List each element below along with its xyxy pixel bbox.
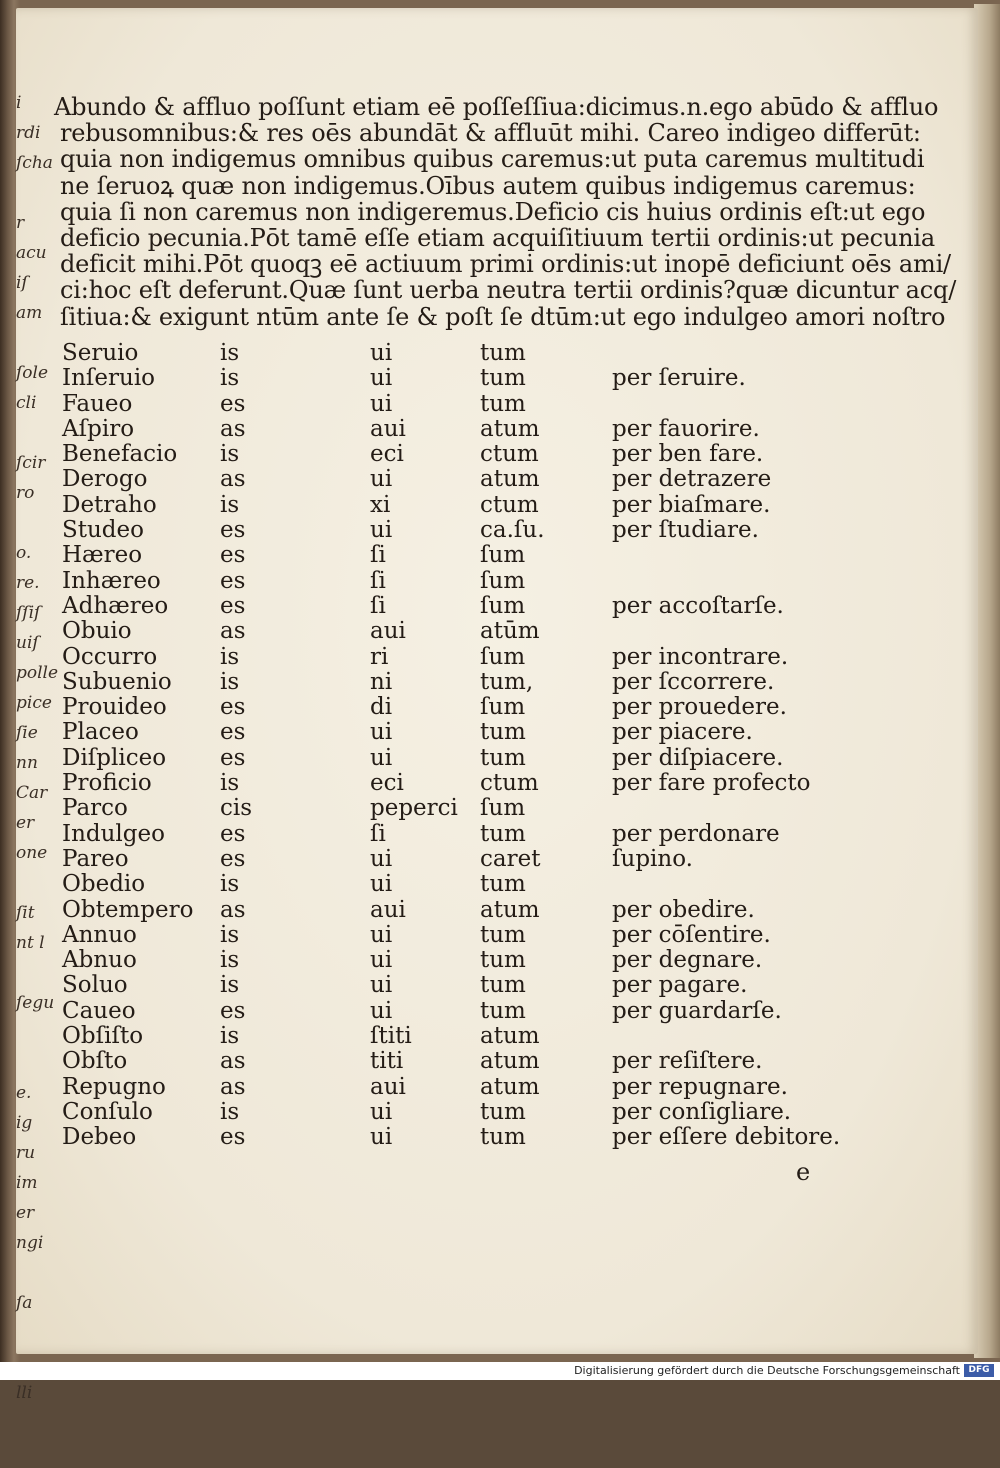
table-row bbox=[62, 517, 822, 542]
cell-perfect: ui bbox=[370, 1124, 393, 1151]
cell-supine: ſum bbox=[480, 694, 526, 721]
cell-supine: tum bbox=[480, 719, 526, 746]
cell-perfect: ui bbox=[370, 340, 393, 366]
margin-fragment: ſit bbox=[16, 903, 35, 923]
cell-perfect: ui bbox=[370, 871, 393, 898]
prose-line: deficit mihi.Pōt quoqꝫ eē actiuum primi ordinis:ut inopē deficiunt oēs ami/ bbox=[60, 250, 951, 279]
table-row bbox=[62, 694, 822, 719]
cell-verb: Indulgeo bbox=[62, 820, 165, 847]
table-row bbox=[62, 821, 822, 846]
margin-fragment bbox=[16, 1258, 48, 1288]
margin-fragment: ſcha bbox=[16, 153, 53, 173]
prose-line: rebusomnibus:& res oēs abundāt & affluūt mihi. Careo indigeo differūt: bbox=[60, 119, 921, 148]
table-row bbox=[62, 669, 822, 694]
cell-gloss: per fauorire. bbox=[612, 415, 760, 442]
cell-verb: Inſeruio bbox=[62, 365, 156, 392]
margin-fragment bbox=[16, 328, 48, 358]
cell-supine: tum bbox=[480, 1124, 526, 1151]
cell-ending: as bbox=[220, 1048, 246, 1075]
cell-verb: Placeo bbox=[62, 719, 139, 746]
cell-supine: tum, bbox=[480, 668, 534, 695]
margin-fragment: er bbox=[16, 813, 35, 833]
cell-supine: atūm bbox=[480, 618, 540, 645]
table-row bbox=[62, 365, 822, 390]
cell-ending: es bbox=[220, 719, 246, 746]
cell-verb: Obſto bbox=[62, 1048, 128, 1075]
cell-ending: as bbox=[220, 896, 246, 923]
table-row bbox=[62, 568, 822, 593]
cell-verb: Faueo bbox=[62, 390, 133, 417]
cell-verb: Obuio bbox=[62, 618, 132, 645]
cell-supine: atum bbox=[480, 466, 540, 493]
margin-fragment: one bbox=[16, 843, 48, 863]
cell-ending: is bbox=[220, 668, 240, 695]
cell-ending: es bbox=[220, 820, 246, 847]
cell-ending: es bbox=[220, 567, 246, 594]
cell-ending: es bbox=[220, 1124, 246, 1151]
cell-ending: is bbox=[220, 1098, 240, 1125]
verb-table bbox=[62, 340, 841, 1151]
cell-verb: Hæreo bbox=[62, 542, 143, 569]
prose-line: ſitiua:& exigunt ntūm ante ſe & poſt ſe dtūm:ut ego indulgeo amori noſtro bbox=[60, 302, 946, 331]
cell-ending: es bbox=[220, 517, 246, 544]
margin-fragment bbox=[16, 1018, 48, 1048]
cell-ending: is bbox=[220, 643, 240, 670]
cell-ending: es bbox=[220, 592, 246, 619]
margin-fragment bbox=[16, 1408, 48, 1438]
footer-bar bbox=[0, 1362, 1000, 1380]
margin-fragment: ſcir bbox=[16, 453, 46, 473]
table-row bbox=[62, 897, 822, 922]
table-row bbox=[62, 416, 822, 441]
cell-ending: is bbox=[220, 365, 240, 392]
cell-perfect: ſi bbox=[370, 567, 386, 594]
cell-verb: Obedio bbox=[62, 871, 146, 898]
cell-verb: Benefacio bbox=[62, 441, 178, 468]
cell-ending: es bbox=[220, 997, 246, 1024]
cell-ending: cis bbox=[220, 795, 253, 822]
cell-perfect: ui bbox=[370, 921, 393, 948]
cell-supine: tum bbox=[480, 1098, 526, 1125]
cell-supine: ctum bbox=[480, 770, 539, 797]
margin-fragment bbox=[16, 178, 48, 208]
cell-verb: Diſpliceo bbox=[62, 744, 167, 771]
table-row bbox=[62, 719, 822, 744]
cell-ending: is bbox=[220, 871, 240, 898]
table-row bbox=[62, 644, 822, 669]
cell-perfect: ni bbox=[370, 668, 393, 695]
cell-ending: is bbox=[220, 340, 240, 366]
cell-supine: tum bbox=[480, 871, 526, 898]
prose-line: quia ſi non caremus non indigeremus.Deficio cis huius ordinis eſt:ut ego bbox=[60, 197, 926, 226]
cell-verb: Annuo bbox=[62, 921, 137, 948]
table-row bbox=[62, 846, 822, 871]
cell-perfect: ui bbox=[370, 719, 393, 746]
table-row bbox=[62, 998, 822, 1023]
cell-supine: ſum bbox=[480, 795, 526, 822]
margin-fragment: ngi bbox=[16, 1233, 44, 1253]
prose-line: ci:hoc eſt deferunt.Quæ ſunt uerba neutra tertii ordinis?quæ dicuntur acq/ bbox=[60, 276, 957, 305]
table-row bbox=[62, 391, 822, 416]
margin-fragment bbox=[16, 1438, 48, 1468]
cell-supine: ctum bbox=[480, 441, 539, 468]
cell-verb: Repugno bbox=[62, 1073, 166, 1100]
margin-fragment bbox=[16, 418, 48, 448]
cell-perfect: ui bbox=[370, 744, 393, 771]
cell-supine: tum bbox=[480, 340, 526, 366]
cell-supine: ctum bbox=[480, 491, 539, 518]
margin-fragment: am bbox=[16, 303, 43, 323]
cell-ending: is bbox=[220, 921, 240, 948]
cell-ending: is bbox=[220, 1023, 240, 1050]
cell-verb: Obtempero bbox=[62, 896, 194, 923]
margin-fragment: o. bbox=[16, 543, 32, 563]
cell-supine: tum bbox=[480, 744, 526, 771]
cell-gloss: per accoſtarſe. bbox=[612, 592, 784, 619]
cell-supine: ſum bbox=[480, 567, 526, 594]
margin-fragment: uiſ bbox=[16, 633, 39, 653]
margin-fragment: ſegu bbox=[16, 993, 55, 1013]
cell-supine: atum bbox=[480, 415, 540, 442]
cell-gloss: per cōſentire. bbox=[612, 921, 771, 948]
cell-perfect: eci bbox=[370, 770, 404, 797]
margin-fragment: re. bbox=[16, 573, 40, 593]
cell-ending: es bbox=[220, 390, 246, 417]
cell-gloss: per reſiſtere. bbox=[612, 1048, 763, 1075]
cell-ending: is bbox=[220, 947, 240, 974]
margin-fragment: ru bbox=[16, 1143, 36, 1163]
cell-supine: atum bbox=[480, 1023, 540, 1050]
cell-supine: tum bbox=[480, 972, 526, 999]
table-row bbox=[62, 795, 822, 820]
table-row bbox=[62, 1099, 822, 1124]
cell-perfect: eci bbox=[370, 441, 404, 468]
cell-perfect: aui bbox=[370, 896, 406, 923]
table-row bbox=[62, 466, 822, 491]
cell-ending: es bbox=[220, 694, 246, 721]
table-row bbox=[62, 947, 822, 972]
cell-perfect: ui bbox=[370, 972, 393, 999]
cell-ending: as bbox=[220, 466, 246, 493]
prose-line: deficio pecunia.Pōt tamē eſſe etiam acquiſitiuum tertii ordinis:ut pecunia bbox=[60, 224, 935, 253]
margin-fragment bbox=[16, 958, 48, 988]
cell-ending: is bbox=[220, 491, 240, 518]
prose-line: quia non indigemus omnibus quibus caremus:ut puta caremus multitudi bbox=[60, 145, 925, 174]
cell-perfect: ui bbox=[370, 466, 393, 493]
margin-fragment: ro bbox=[16, 483, 35, 503]
table-row bbox=[62, 972, 822, 997]
cell-verb: Subuenio bbox=[62, 668, 172, 695]
cell-supine: tum bbox=[480, 820, 526, 847]
cell-gloss: per piacere. bbox=[612, 719, 753, 746]
cell-verb: Abnuo bbox=[62, 947, 137, 974]
cell-supine: atum bbox=[480, 1073, 540, 1100]
cell-perfect: aui bbox=[370, 1073, 406, 1100]
margin-fragment: nn bbox=[16, 753, 38, 773]
cell-perfect: peperci bbox=[370, 795, 458, 822]
cell-perfect: ui bbox=[370, 845, 393, 872]
cell-gloss: per detrazere bbox=[612, 466, 772, 493]
margin-fragment: cli bbox=[16, 393, 37, 413]
margin-fragment: Car bbox=[16, 783, 48, 803]
cell-verb: Detraho bbox=[62, 491, 157, 518]
margin-fragment: ſſiſ bbox=[16, 603, 41, 623]
cell-perfect: di bbox=[370, 694, 393, 721]
cell-perfect: titi bbox=[370, 1048, 404, 1075]
cell-ending: is bbox=[220, 972, 240, 999]
cell-verb: Conſulo bbox=[62, 1098, 153, 1125]
cell-perfect: ſi bbox=[370, 592, 386, 619]
cell-perfect: ſtiti bbox=[370, 1023, 412, 1050]
cell-ending: as bbox=[220, 1073, 246, 1100]
margin-fragment: im bbox=[16, 1173, 38, 1193]
table-row bbox=[62, 1074, 822, 1099]
cell-perfect: aui bbox=[370, 415, 406, 442]
cell-perfect: ſi bbox=[370, 542, 386, 569]
cell-supine: tum bbox=[480, 365, 526, 392]
cell-perfect: ſi bbox=[370, 820, 386, 847]
left-margin-bleed bbox=[16, 88, 59, 1403]
cell-perfect: ui bbox=[370, 1098, 393, 1125]
cell-verb: Obſiſto bbox=[62, 1023, 144, 1050]
dfg-logo: DFG bbox=[964, 1364, 994, 1377]
cell-gloss: ſupino. bbox=[612, 845, 693, 872]
margin-fragment: pice bbox=[16, 693, 52, 713]
table-row bbox=[62, 593, 822, 618]
cell-perfect: aui bbox=[370, 618, 406, 645]
cell-verb: Inhæreo bbox=[62, 567, 161, 594]
margin-fragment: acu bbox=[16, 243, 47, 263]
table-row bbox=[62, 340, 822, 365]
cell-verb: Studeo bbox=[62, 517, 144, 544]
cell-gloss: per ben fare. bbox=[612, 441, 764, 468]
cell-perfect: ui bbox=[370, 947, 393, 974]
margin-fragment: i bbox=[16, 93, 22, 113]
cell-verb: Caueo bbox=[62, 997, 136, 1024]
signature-mark: e bbox=[796, 1158, 811, 1186]
cell-verb: Derogo bbox=[62, 466, 148, 493]
cell-gloss: per repugnare. bbox=[612, 1073, 788, 1100]
margin-fragment bbox=[16, 868, 48, 898]
cell-gloss: per pagare. bbox=[612, 972, 748, 999]
cell-supine: ſum bbox=[480, 643, 526, 670]
cell-supine: tum bbox=[480, 390, 526, 417]
cell-gloss: per biaſmare. bbox=[612, 491, 771, 518]
margin-fragment bbox=[16, 1048, 48, 1078]
cell-verb: Prouideo bbox=[62, 694, 167, 721]
cell-supine: tum bbox=[480, 997, 526, 1024]
margin-fragment: ſa bbox=[16, 1293, 33, 1313]
cell-gloss: per fare profecto bbox=[612, 770, 811, 797]
cell-gloss: per incontrare. bbox=[612, 643, 789, 670]
cell-ending: es bbox=[220, 542, 246, 569]
margin-fragment: iſ bbox=[16, 273, 28, 293]
cell-verb: Occurro bbox=[62, 643, 158, 670]
margin-fragment: rdi bbox=[16, 123, 41, 143]
margin-fragment: lli bbox=[16, 1383, 33, 1403]
cell-perfect: xi bbox=[370, 491, 391, 518]
margin-fragment: ig bbox=[16, 1113, 33, 1133]
table-row bbox=[62, 770, 822, 795]
cell-ending: es bbox=[220, 845, 246, 872]
table-row bbox=[62, 922, 822, 947]
cell-gloss: per degnare. bbox=[612, 947, 763, 974]
footer-credit: Digitalisierung gefördert durch die Deutsche Forschungsgemeinschaft bbox=[574, 1364, 960, 1377]
margin-fragment: polle bbox=[16, 663, 59, 683]
cell-verb: Proficio bbox=[62, 770, 152, 797]
cell-perfect: ui bbox=[370, 997, 393, 1024]
prose-line: ne ſeruoꝝ quæ non indigemus.Oībus autem quibus indigemus caremus: bbox=[60, 171, 916, 200]
cell-verb: Parco bbox=[62, 795, 128, 822]
margin-fragment: er bbox=[16, 1203, 35, 1223]
cell-supine: atum bbox=[480, 896, 540, 923]
margin-fragment: r bbox=[16, 213, 25, 233]
table-row bbox=[62, 1124, 841, 1151]
cell-gloss: per ſccorrere. bbox=[612, 668, 775, 695]
table-row bbox=[62, 441, 822, 466]
cell-gloss: per obedire. bbox=[612, 896, 755, 923]
cell-gloss: per prouedere. bbox=[612, 694, 787, 721]
cell-gloss: per ſeruire. bbox=[612, 365, 746, 392]
cell-verb: Debeo bbox=[62, 1124, 137, 1151]
cell-supine: ca.ſu. bbox=[480, 517, 545, 544]
margin-fragment: ſie bbox=[16, 723, 38, 743]
table-row bbox=[62, 745, 822, 770]
cell-verb: Adhæreo bbox=[62, 592, 169, 619]
margin-fragment bbox=[16, 508, 48, 538]
cell-ending: as bbox=[220, 415, 246, 442]
cell-gloss: per diſpiacere. bbox=[612, 744, 784, 771]
cell-supine: atum bbox=[480, 1048, 540, 1075]
margin-fragment: nt l bbox=[16, 933, 45, 953]
cell-gloss: per eſſere debitore. bbox=[612, 1124, 841, 1151]
cell-ending: is bbox=[220, 441, 240, 468]
table-row bbox=[62, 618, 822, 643]
prose-line: Abundo & affluo poſſunt etiam eē poſſeſſiua:dicimus.n.ego abūdo & affluo bbox=[54, 93, 939, 121]
table-row bbox=[62, 542, 822, 567]
cell-gloss: per ſtudiare. bbox=[612, 517, 759, 544]
cell-supine: tum bbox=[480, 921, 526, 948]
cell-perfect: ri bbox=[370, 643, 389, 670]
cell-supine: caret bbox=[480, 845, 541, 872]
cell-gloss: per perdonare bbox=[612, 820, 780, 847]
cell-verb: Seruio bbox=[62, 340, 139, 366]
margin-fragment bbox=[16, 1318, 48, 1348]
cell-verb: Pareo bbox=[62, 845, 129, 872]
cell-verb: Aſpiro bbox=[62, 415, 135, 442]
table-row bbox=[62, 492, 822, 517]
table-row bbox=[62, 871, 822, 896]
prose-block bbox=[54, 93, 957, 331]
margin-fragment: e. bbox=[16, 1083, 32, 1103]
cell-ending: as bbox=[220, 618, 246, 645]
table-row bbox=[62, 1023, 822, 1048]
cell-supine: ſum bbox=[480, 542, 526, 569]
cell-supine: tum bbox=[480, 947, 526, 974]
cell-gloss: per guardarſe. bbox=[612, 997, 782, 1024]
margin-fragment: ſole bbox=[16, 363, 49, 383]
cell-gloss: per conſigliare. bbox=[612, 1098, 792, 1125]
cell-perfect: ui bbox=[370, 390, 393, 417]
table-row bbox=[62, 1048, 822, 1073]
cell-perfect: ui bbox=[370, 517, 393, 544]
cell-verb: Soluo bbox=[62, 972, 128, 999]
cell-supine: ſum bbox=[480, 592, 526, 619]
cell-ending: is bbox=[220, 770, 240, 797]
cell-perfect: ui bbox=[370, 365, 393, 392]
cell-ending: es bbox=[220, 744, 246, 771]
